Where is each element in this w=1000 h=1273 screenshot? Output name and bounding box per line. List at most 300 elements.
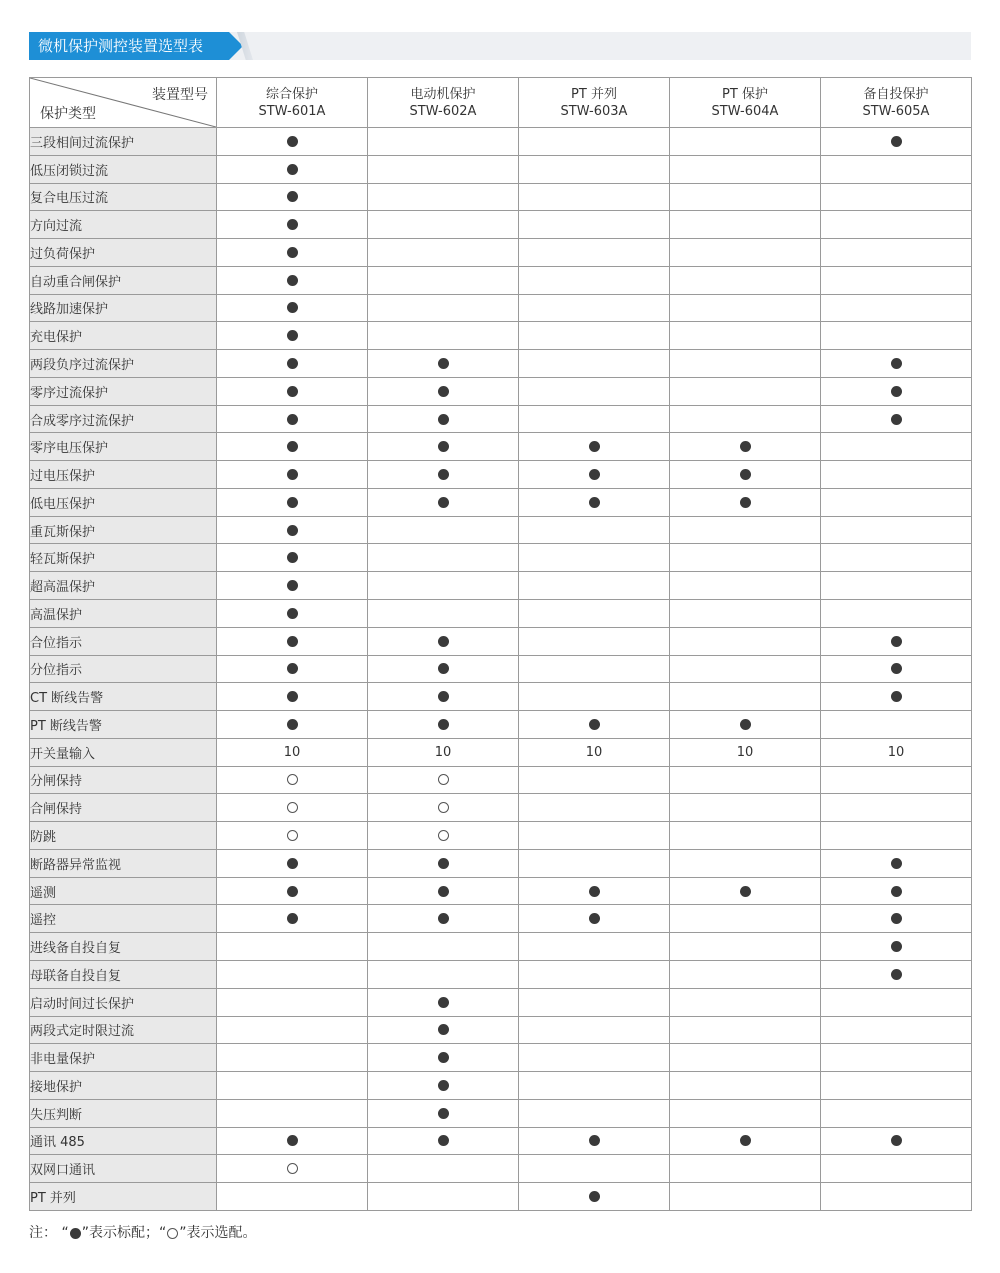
table-cell (670, 488, 821, 516)
table-row (30, 239, 972, 267)
protection-type-label: 方向过流 (30, 211, 217, 239)
table-cell (670, 350, 821, 378)
table-cell (217, 766, 368, 794)
filled-dot-icon (438, 1052, 449, 1063)
filled-dot-icon (287, 663, 298, 674)
table-row (30, 655, 972, 683)
header-corner-cell (30, 78, 217, 128)
table-cell (217, 877, 368, 905)
table-cell (368, 128, 519, 156)
table-cell (368, 711, 519, 739)
table-cell (217, 488, 368, 516)
table-cell (519, 1044, 670, 1072)
filled-dot-icon (438, 386, 449, 397)
protection-type-label: 合成零序过流保护 (30, 405, 217, 433)
filled-dot-icon (438, 1080, 449, 1091)
table-row (30, 683, 972, 711)
table-cell (821, 1127, 972, 1155)
protection-type-label: 充电保护 (30, 322, 217, 350)
table-cell (217, 183, 368, 211)
model-name: 综合保护 (265, 86, 318, 102)
table-cell (519, 1072, 670, 1100)
protection-type-label: 遥测 (30, 877, 217, 905)
note-prefix: 注： (29, 1225, 57, 1241)
table-cell (821, 544, 972, 572)
table-cell (519, 600, 670, 628)
table-cell (821, 516, 972, 544)
table-row (30, 1044, 972, 1072)
table-cell (368, 1072, 519, 1100)
filled-dot-icon (589, 441, 600, 452)
table-cell (368, 988, 519, 1016)
hollow-circle-icon (438, 774, 449, 785)
note-quote-open: “ (158, 1225, 167, 1241)
table-cell (217, 1183, 368, 1211)
table-cell (519, 377, 670, 405)
table-cell (821, 461, 972, 489)
table-cell (368, 516, 519, 544)
table-cell (670, 405, 821, 433)
protection-type-label: 轻瓦斯保护 (30, 544, 217, 572)
filled-dot-icon (287, 414, 298, 425)
table-row (30, 544, 972, 572)
filled-dot-icon (891, 969, 902, 980)
table-cell (519, 211, 670, 239)
filled-dot-icon (891, 358, 902, 369)
filled-dot-icon (891, 636, 902, 647)
table-cell (217, 988, 368, 1016)
filled-dot-icon (438, 1024, 449, 1035)
filled-dot-icon (438, 1135, 449, 1146)
protection-type-label: 过负荷保护 (30, 239, 217, 267)
filled-dot-icon (287, 136, 298, 147)
protection-type-label: 线路加速保护 (30, 294, 217, 322)
table-cell (519, 572, 670, 600)
table-cell (821, 488, 972, 516)
protection-type-label: 失压判断 (30, 1099, 217, 1127)
table-cell (217, 738, 368, 766)
table-cell (368, 433, 519, 461)
protection-type-label: 两段式定时限过流 (30, 1016, 217, 1044)
protection-type-label: 母联备自投自复 (30, 960, 217, 988)
table-row (30, 822, 972, 850)
table-cell (519, 1155, 670, 1183)
table-cell (217, 960, 368, 988)
filled-dot-icon (438, 636, 449, 647)
protection-type-label: 接地保护 (30, 1072, 217, 1100)
table-cell (368, 822, 519, 850)
model-header (670, 78, 821, 128)
table-cell (368, 488, 519, 516)
table-cell (670, 183, 821, 211)
table-cell (217, 1155, 368, 1183)
table-cell (368, 600, 519, 628)
cell-value: 10 (585, 744, 603, 760)
protection-type-label: 分闸保持 (30, 766, 217, 794)
model-code: STW-601A (258, 103, 326, 119)
filled-dot-icon (589, 913, 600, 924)
table-cell (670, 655, 821, 683)
table-cell (821, 905, 972, 933)
table-cell (368, 405, 519, 433)
protection-type-label: 开关量输入 (30, 738, 217, 766)
table-cell (670, 794, 821, 822)
table-cell (821, 627, 972, 655)
table-cell (670, 266, 821, 294)
table-cell (217, 294, 368, 322)
table-cell (217, 516, 368, 544)
note-quote-close: ” (81, 1225, 89, 1241)
table-cell (821, 239, 972, 267)
table-cell (670, 1127, 821, 1155)
filled-dot-icon (287, 441, 298, 452)
table-cell (217, 405, 368, 433)
filled-dot-icon (438, 858, 449, 869)
table-row (30, 266, 972, 294)
table-cell (670, 1155, 821, 1183)
table-cell (821, 350, 972, 378)
table-cell (368, 377, 519, 405)
protection-type-label: 分位指示 (30, 655, 217, 683)
table-cell (821, 933, 972, 961)
table-cell (670, 1072, 821, 1100)
filled-dot-icon (287, 608, 298, 619)
model-header (821, 78, 972, 128)
filled-dot-icon (589, 1191, 600, 1202)
table-cell (368, 322, 519, 350)
table-cell (217, 600, 368, 628)
filled-dot-icon (438, 719, 449, 730)
table-cell (519, 544, 670, 572)
table-cell (217, 822, 368, 850)
filled-dot-icon (891, 663, 902, 674)
filled-dot-icon (287, 886, 298, 897)
table-cell (519, 988, 670, 1016)
table-row (30, 905, 972, 933)
filled-dot-icon (438, 358, 449, 369)
table-cell (821, 433, 972, 461)
protection-type-label: 超高温保护 (30, 572, 217, 600)
table-cell (368, 905, 519, 933)
table-cell (217, 655, 368, 683)
table-cell (519, 1127, 670, 1155)
protection-type-label: 零序过流保护 (30, 377, 217, 405)
filled-dot-icon (891, 136, 902, 147)
filled-dot-icon (589, 469, 600, 480)
page-title: 微机保护测控装置选型表 (29, 32, 229, 60)
filled-dot-icon (589, 886, 600, 897)
protection-type-label: 自动重合闸保护 (30, 266, 217, 294)
table-cell (519, 516, 670, 544)
filled-dot-icon (287, 858, 298, 869)
protection-type-label: 遥控 (30, 905, 217, 933)
filled-dot-icon (287, 358, 298, 369)
table-cell (217, 1016, 368, 1044)
table-cell (670, 239, 821, 267)
table-row (30, 766, 972, 794)
protection-type-label: PT 断线告警 (30, 711, 217, 739)
table-cell (821, 1183, 972, 1211)
table-cell (670, 627, 821, 655)
table-cell (670, 1099, 821, 1127)
table-cell (217, 627, 368, 655)
table-cell (217, 350, 368, 378)
table-row (30, 1127, 972, 1155)
table-cell (821, 155, 972, 183)
table-cell (217, 1072, 368, 1100)
filled-dot-icon (740, 469, 751, 480)
title-bar (29, 32, 971, 60)
table-cell (368, 1044, 519, 1072)
protection-type-label: 复合电压过流 (30, 183, 217, 211)
filled-dot-icon (589, 1135, 600, 1146)
table-row (30, 294, 972, 322)
table-cell (821, 322, 972, 350)
table-cell (670, 905, 821, 933)
filled-dot-icon (438, 886, 449, 897)
protection-type-label: 过电压保护 (30, 461, 217, 489)
filled-dot-icon (287, 219, 298, 230)
model-code: STW-602A (409, 103, 477, 119)
protection-type-label: 进线备自投自复 (30, 933, 217, 961)
filled-dot-icon (438, 414, 449, 425)
table-cell (821, 128, 972, 156)
protection-type-label: 低电压保护 (30, 488, 217, 516)
table-cell (217, 239, 368, 267)
table-cell (217, 461, 368, 489)
table-row (30, 461, 972, 489)
table-cell (519, 1016, 670, 1044)
table-row (30, 600, 972, 628)
table-cell (670, 933, 821, 961)
filled-dot-icon (438, 691, 449, 702)
table-cell (670, 1183, 821, 1211)
table-cell (519, 461, 670, 489)
table-cell (368, 1127, 519, 1155)
table-cell (670, 960, 821, 988)
table-cell (519, 794, 670, 822)
table-cell (821, 1044, 972, 1072)
table-row (30, 516, 972, 544)
table-row (30, 350, 972, 378)
table-cell (368, 1183, 519, 1211)
table-cell (670, 377, 821, 405)
filled-dot-icon (891, 691, 902, 702)
protection-type-label: 零序电压保护 (30, 433, 217, 461)
table-cell (519, 239, 670, 267)
table-row (30, 933, 972, 961)
filled-dot-icon (740, 497, 751, 508)
table-cell (821, 266, 972, 294)
table-cell (670, 155, 821, 183)
table-row (30, 711, 972, 739)
table-cell (821, 738, 972, 766)
table-row (30, 794, 972, 822)
table-cell (670, 600, 821, 628)
table-cell (821, 1072, 972, 1100)
table-cell (217, 572, 368, 600)
table-cell (821, 766, 972, 794)
table-cell (368, 794, 519, 822)
table-cell (519, 1099, 670, 1127)
table-cell (217, 211, 368, 239)
note-quote-open: “ (61, 1225, 69, 1241)
protection-type-label: 合闸保持 (30, 794, 217, 822)
model-header (519, 78, 670, 128)
protection-type-label: 三段相间过流保护 (30, 128, 217, 156)
table-cell (368, 183, 519, 211)
table-cell (519, 155, 670, 183)
model-code: STW-605A (862, 103, 930, 119)
protection-type-label: 通讯 485 (30, 1127, 217, 1155)
hollow-circle-icon (287, 830, 298, 841)
table-row (30, 988, 972, 1016)
protection-type-label: 非电量保护 (30, 1044, 217, 1072)
protection-type-label: 低压闭锁过流 (30, 155, 217, 183)
table-cell (670, 711, 821, 739)
filled-dot-icon (287, 497, 298, 508)
model-name: 备自投保护 (863, 86, 929, 102)
table-cell (368, 350, 519, 378)
filled-dot-icon (438, 469, 449, 480)
filled-dot-icon (438, 1108, 449, 1119)
table-row (30, 128, 972, 156)
table-cell (217, 544, 368, 572)
table-cell (821, 794, 972, 822)
protection-type-label: 双网口通讯 (30, 1155, 217, 1183)
table-cell (821, 405, 972, 433)
table-cell (670, 516, 821, 544)
filled-dot-icon (740, 719, 751, 730)
protection-type-label: CT 断线告警 (30, 683, 217, 711)
filled-dot-icon (891, 941, 902, 952)
table-cell (519, 350, 670, 378)
table-row (30, 1072, 972, 1100)
table-row (30, 738, 972, 766)
model-name: 电动机保护 (410, 86, 476, 102)
table-row (30, 849, 972, 877)
table-cell (821, 377, 972, 405)
table-cell (519, 766, 670, 794)
table-cell (368, 766, 519, 794)
filled-dot-icon (891, 913, 902, 924)
table-cell (670, 822, 821, 850)
table-cell (821, 572, 972, 600)
table-cell (217, 683, 368, 711)
table-cell (368, 572, 519, 600)
filled-dot-icon (287, 580, 298, 591)
table-row (30, 488, 972, 516)
model-name: PT 并列 (571, 86, 617, 102)
hollow-circle-icon (287, 774, 298, 785)
table-row (30, 211, 972, 239)
table-cell (368, 1099, 519, 1127)
table-cell (368, 461, 519, 489)
filled-dot-icon (891, 414, 902, 425)
table-cell (217, 322, 368, 350)
table-cell (670, 849, 821, 877)
table-row (30, 960, 972, 988)
filled-dot-icon (287, 691, 298, 702)
table-cell (368, 155, 519, 183)
table-cell (217, 933, 368, 961)
table-row (30, 377, 972, 405)
table-body (30, 128, 972, 1211)
filled-dot-icon (438, 497, 449, 508)
table-cell (217, 1127, 368, 1155)
table-cell (670, 128, 821, 156)
table-cell (519, 433, 670, 461)
table-header-row (30, 78, 972, 128)
table-cell (670, 683, 821, 711)
table-cell (217, 1099, 368, 1127)
table-cell (670, 211, 821, 239)
table-row (30, 1155, 972, 1183)
filled-dot-icon (438, 913, 449, 924)
table-cell (368, 1155, 519, 1183)
table-cell (821, 294, 972, 322)
table-cell (368, 683, 519, 711)
filled-dot-icon (287, 636, 298, 647)
model-code: STW-603A (560, 103, 628, 119)
filled-dot-icon (287, 719, 298, 730)
protection-type-label: 两段负序过流保护 (30, 350, 217, 378)
table-row (30, 183, 972, 211)
hollow-circle-icon (167, 1228, 178, 1239)
table-cell (368, 849, 519, 877)
table-cell (821, 711, 972, 739)
corner-label-protection: 保护类型 (40, 106, 96, 122)
filled-dot-icon (287, 1135, 298, 1146)
filled-dot-icon (287, 275, 298, 286)
table-cell (821, 183, 972, 211)
filled-dot-icon (287, 302, 298, 313)
table-cell (519, 405, 670, 433)
table-cell (519, 655, 670, 683)
filled-dot-icon (438, 997, 449, 1008)
protection-type-label: PT 并列 (30, 1183, 217, 1211)
note-optional-text: 表示选配。 (186, 1225, 257, 1241)
table-cell (670, 988, 821, 1016)
table-cell (670, 1044, 821, 1072)
table-cell (368, 211, 519, 239)
table-cell (519, 1183, 670, 1211)
table-cell (519, 933, 670, 961)
cell-value: 10 (736, 744, 754, 760)
table-cell (821, 849, 972, 877)
table-cell (519, 128, 670, 156)
filled-dot-icon (589, 719, 600, 730)
table-cell (821, 683, 972, 711)
filled-dot-icon (287, 330, 298, 341)
model-header (368, 78, 519, 128)
table-cell (368, 877, 519, 905)
cell-value: 10 (283, 744, 301, 760)
hollow-circle-icon (438, 830, 449, 841)
table-row (30, 877, 972, 905)
table-cell (217, 711, 368, 739)
table-cell (670, 1016, 821, 1044)
table-row (30, 433, 972, 461)
cell-value: 10 (887, 744, 905, 760)
hollow-circle-icon (438, 802, 449, 813)
filled-dot-icon (287, 386, 298, 397)
table-cell (821, 1155, 972, 1183)
protection-type-label: 高温保护 (30, 600, 217, 628)
table-row (30, 1016, 972, 1044)
note-quote-close: ” (179, 1225, 187, 1241)
table-cell (670, 544, 821, 572)
